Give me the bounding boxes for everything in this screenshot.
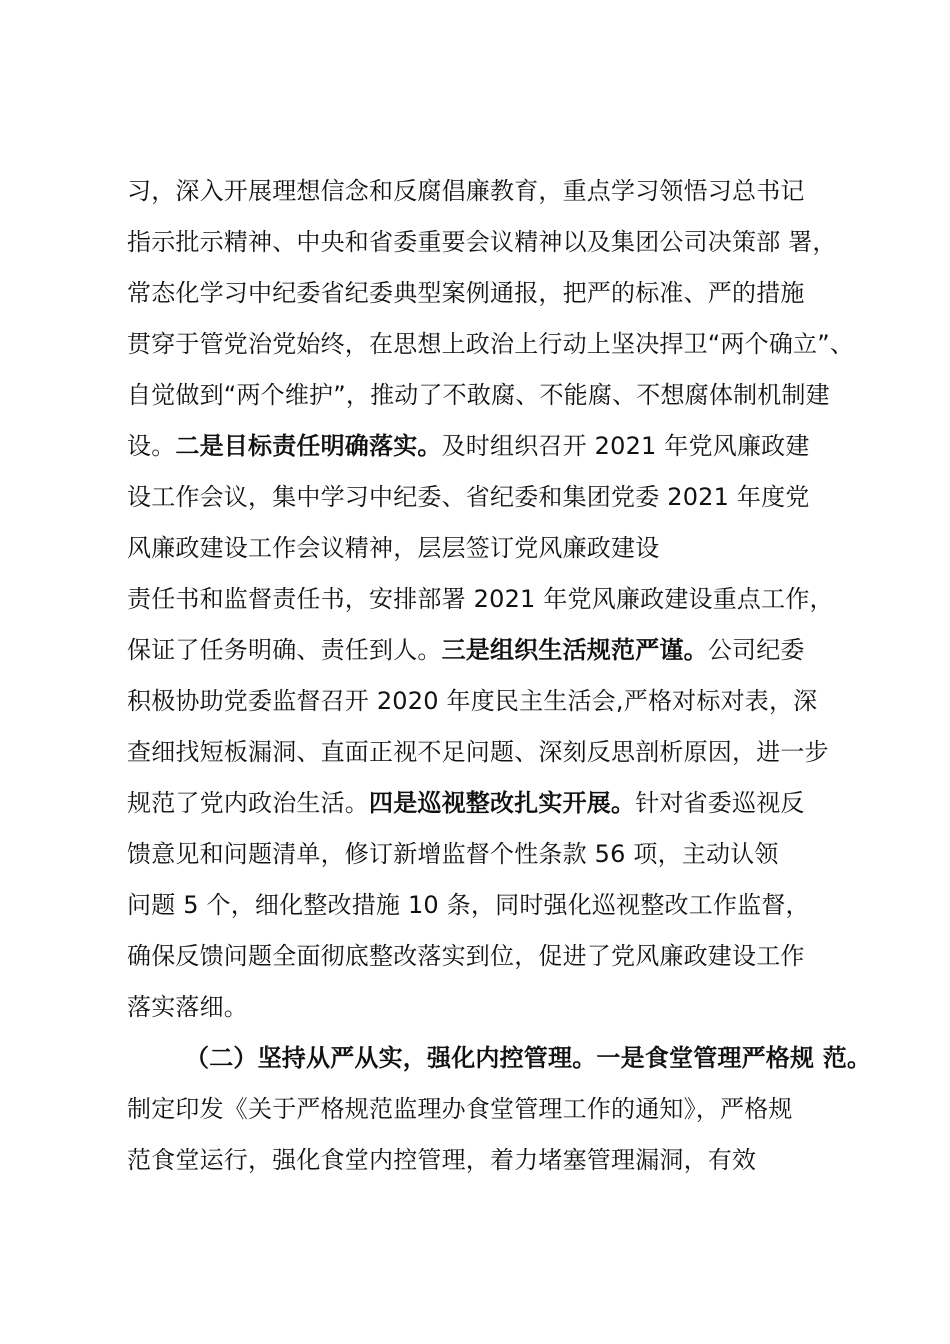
text-line bbox=[127, 837, 847, 871]
text-run: 风廉政建设工作会议精神，层层签订党风廉政建设 bbox=[127, 534, 660, 562]
text-line bbox=[127, 429, 847, 463]
bold-text-run: 三是组织生活规范严谨。 bbox=[441, 636, 708, 664]
text-line bbox=[127, 531, 847, 565]
text-line bbox=[127, 684, 847, 718]
text-run: 规范了党内政治生活。 bbox=[127, 789, 369, 817]
bold-text-run: （二）坚持从严从实，强化内控管理。一是食堂管理严格规 范。 bbox=[185, 1044, 872, 1072]
text-line bbox=[127, 276, 847, 310]
text-run: 针对省委巡视反 bbox=[635, 789, 805, 817]
text-line bbox=[127, 480, 847, 514]
text-line bbox=[127, 174, 847, 208]
text-run: 查细找短板漏洞、直面正视不足问题、深刻反思剖析原因，进一步 bbox=[127, 738, 829, 766]
text-line bbox=[127, 327, 855, 361]
text-run: 习，深入开展理想信念和反腐倡廉教育，重点学习领悟习总书记 bbox=[127, 177, 805, 205]
text-line bbox=[127, 1092, 847, 1126]
text-run: 设。 bbox=[127, 432, 176, 460]
text-run: 公司纪委 bbox=[707, 636, 805, 664]
text-run: 贯穿于管党治党始终，在思想上政治上行动上坚决捍卫“两个确立”、 bbox=[127, 330, 855, 358]
text-run: 自觉做到“两个维护”，推动了不敢腐、不能腐、不想腐体制机制建 bbox=[127, 381, 830, 409]
text-run: 范食堂运行，强化食堂内控管理，着力堵塞管理漏洞，有效 bbox=[127, 1146, 757, 1174]
text-line bbox=[127, 633, 847, 667]
text-run: 确保反馈问题全面彻底整改落实到位，促进了党风廉政建设工作 bbox=[127, 942, 805, 970]
text-run: 问题 5 个，细化整改措施 10 条，同时强化巡视整改工作监督， bbox=[127, 891, 810, 919]
text-run: 馈意见和问题清单，修订新增监督个性条款 56 项，主动认领 bbox=[127, 840, 779, 868]
text-run: 落实落细。 bbox=[127, 993, 248, 1021]
section-heading-line bbox=[185, 1041, 905, 1075]
text-run: 常态化学习中纪委省纪委典型案例通报，把严的标准、严的措施 bbox=[127, 279, 805, 307]
text-line bbox=[127, 225, 847, 259]
text-line bbox=[127, 786, 847, 820]
bold-text-run: 四是巡视整改扎实开展。 bbox=[369, 789, 636, 817]
text-run: 设工作会议，集中学习中纪委、省纪委和集团党委 2021 年度党 bbox=[127, 483, 810, 511]
text-line bbox=[127, 1143, 847, 1177]
text-run: 制定印发《关于严格规范监理办食堂管理工作的通知》，严格规 bbox=[127, 1095, 793, 1123]
text-line bbox=[127, 990, 847, 1024]
text-line bbox=[127, 735, 847, 769]
text-line bbox=[127, 939, 847, 973]
text-line bbox=[127, 582, 847, 616]
text-line bbox=[127, 378, 847, 412]
text-run: 保证了任务明确、责任到人。 bbox=[127, 636, 442, 664]
text-line bbox=[127, 888, 847, 922]
text-run: 积极协助党委监督召开 2020 年度民主生活会,严格对标对表，深 bbox=[127, 687, 818, 715]
text-run: 责任书和监督责任书，安排部署 2021 年党风廉政建设重点工作， bbox=[127, 585, 834, 613]
bold-text-run: 二是目标责任明确落实。 bbox=[175, 432, 442, 460]
text-run: 及时组织召开 2021 年党风廉政建 bbox=[441, 432, 810, 460]
text-run: 指示批示精神、中央和省委重要会议精神以及集团公司决策部 署， bbox=[127, 228, 837, 256]
